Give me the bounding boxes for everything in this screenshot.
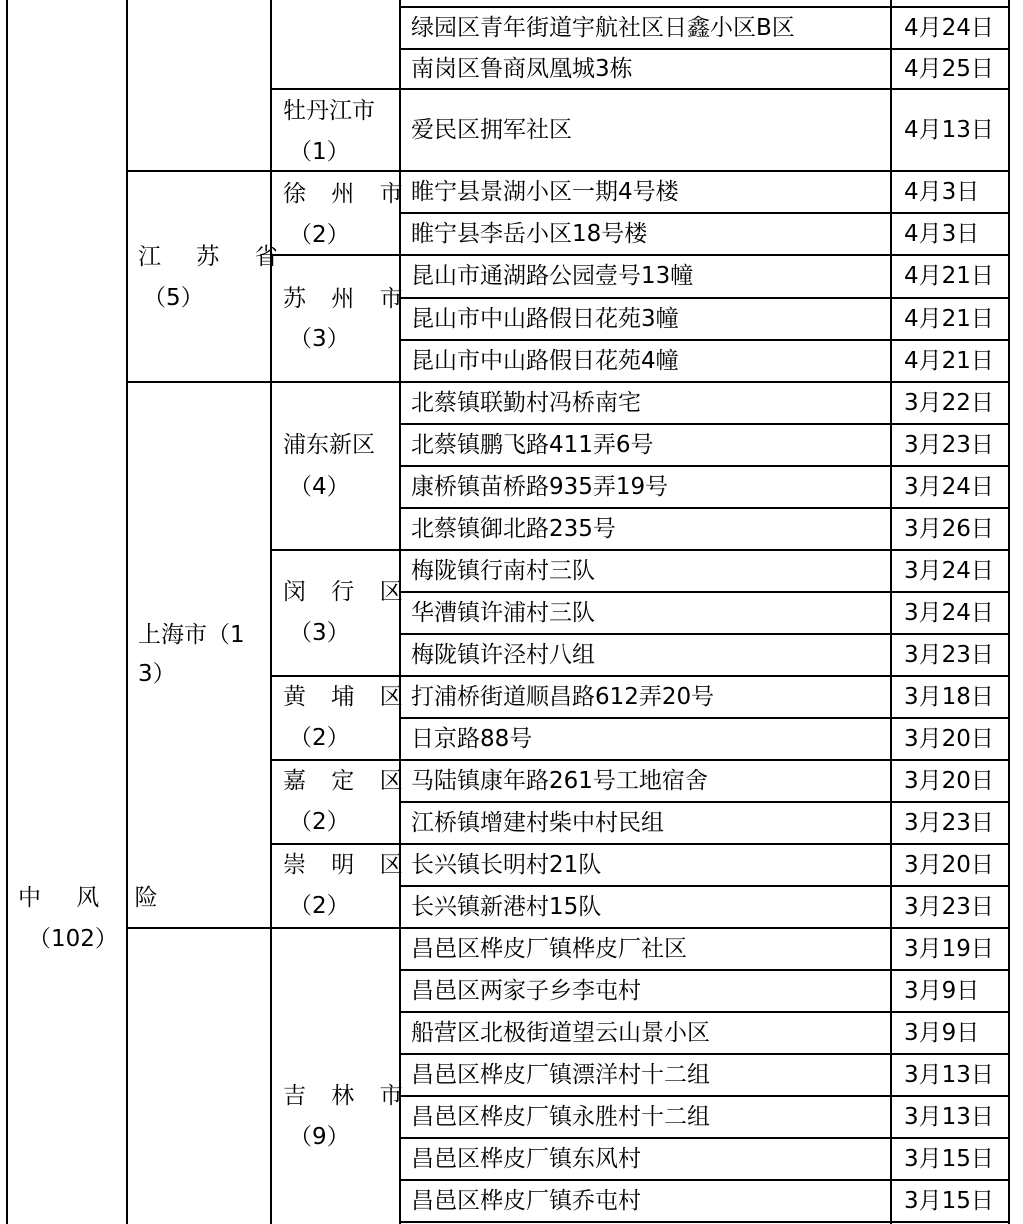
date-cell: 3月20日 (904, 852, 994, 878)
place-cell: 睢宁县李岳小区18号楼 (411, 221, 648, 247)
place-cell: 长兴镇长明村21队 (411, 852, 602, 878)
risk-level-count: （102） (28, 926, 118, 952)
province-count-jiangsu: （5） (143, 285, 204, 311)
place-cell: 江桥镇增建村柴中村民组 (411, 810, 664, 836)
grid-line-col-3 (270, 0, 272, 1224)
grid-line-row (399, 885, 1010, 887)
city-name-huangpu: 黄 埔 区 (283, 684, 412, 710)
grid-line-row (399, 6, 1010, 8)
city-count-mudanjiang: （1） (289, 139, 350, 165)
grid-line-row (399, 591, 1010, 593)
place-cell: 打浦桥街道顺昌路612弄20号 (411, 684, 715, 710)
grid-line-row (399, 1053, 1010, 1055)
city-count-suzhou: （3） (289, 326, 350, 352)
grid-line-row (399, 1137, 1010, 1139)
grid-line-row (399, 465, 1010, 467)
place-cell: 北蔡镇联勤村冯桥南宅 (411, 390, 641, 416)
province-name-shanghai-cont: 3） (138, 661, 176, 687)
date-cell: 3月23日 (904, 642, 994, 668)
grid-line-row (399, 1011, 1010, 1013)
city-name-suzhou: 苏 州 市 (283, 286, 412, 312)
place-cell: 昆山市通湖路公园壹号13幢 (411, 263, 694, 289)
grid-line-row (399, 1221, 1010, 1223)
place-cell: 康桥镇苗桥路935弄19号 (411, 474, 669, 500)
date-cell: 3月23日 (904, 894, 994, 920)
place-cell: 昆山市中山路假日花苑4幢 (411, 348, 679, 374)
city-count-jilin: （9） (289, 1124, 350, 1150)
place-cell: 昌邑区桦皮厂镇桦皮厂社区 (411, 936, 687, 962)
date-cell: 4月21日 (904, 263, 994, 289)
date-cell: 3月22日 (904, 390, 994, 416)
city-name-pudong: 浦东新区 (283, 432, 375, 458)
date-cell: 3月18日 (904, 684, 994, 710)
province-name-jiangsu: 江 苏 省 (138, 244, 292, 270)
grid-line-city (270, 927, 399, 929)
grid-line-city (270, 759, 399, 761)
grid-line-row (399, 254, 1010, 256)
place-cell: 梅陇镇行南村三队 (411, 558, 595, 584)
date-cell: 4月3日 (904, 221, 980, 247)
grid-line-col-5 (890, 0, 892, 1224)
date-cell: 4月25日 (904, 56, 994, 82)
city-count-pudong: （4） (289, 474, 350, 500)
province-name-shanghai: 上海市（1 (138, 622, 245, 648)
place-cell: 昌邑区桦皮厂镇永胜村十二组 (411, 1104, 710, 1130)
place-cell: 睢宁县景湖小区一期4号楼 (411, 179, 679, 205)
grid-line-row (399, 212, 1010, 214)
grid-line-row (399, 423, 1010, 425)
place-cell: 昌邑区桦皮厂镇东风村 (411, 1146, 641, 1172)
risk-level-label: 中 风 险 (18, 885, 172, 911)
grid-line-row (399, 507, 1010, 509)
place-cell: 马陆镇康年路261号工地宿舍 (411, 768, 708, 794)
grid-line-row (399, 675, 1010, 677)
date-cell: 4月13日 (904, 117, 994, 143)
grid-line-row (399, 927, 1010, 929)
grid-line-col-2 (126, 0, 128, 1224)
grid-line-row (399, 969, 1010, 971)
place-cell: 船营区北极街道望云山景小区 (411, 1020, 710, 1046)
date-cell: 3月23日 (904, 432, 994, 458)
place-cell: 昆山市中山路假日花苑3幢 (411, 306, 679, 332)
place-cell: 南岗区鲁商凤凰城3栋 (411, 56, 633, 82)
city-name-minhang: 闵 行 区 (283, 579, 412, 605)
grid-line-col-1 (6, 0, 8, 1224)
city-name-jiading: 嘉 定 区 (283, 768, 412, 794)
city-count-huangpu: （2） (289, 725, 350, 751)
city-count-minhang: （3） (289, 620, 350, 646)
grid-line-row (399, 717, 1010, 719)
grid-line-row (399, 1179, 1010, 1181)
grid-line-city (270, 381, 399, 383)
grid-line-row (399, 339, 1010, 341)
date-cell: 4月21日 (904, 348, 994, 374)
place-cell: 梅陇镇许泾村八组 (411, 642, 595, 668)
grid-line-city (270, 549, 399, 551)
date-cell: 3月24日 (904, 600, 994, 626)
city-count-jiading: （2） (289, 809, 350, 835)
grid-line-province (126, 170, 270, 172)
grid-line-city (270, 88, 399, 90)
place-cell: 北蔡镇御北路235号 (411, 516, 616, 542)
grid-line-row (399, 297, 1010, 299)
date-cell: 3月9日 (904, 1020, 980, 1046)
place-cell: 北蔡镇鹏飞路411弄6号 (411, 432, 654, 458)
date-cell: 3月20日 (904, 726, 994, 752)
grid-line-province (126, 927, 270, 929)
grid-line-row (399, 843, 1010, 845)
grid-line-row (399, 48, 1010, 50)
date-cell: 3月26日 (904, 516, 994, 542)
grid-line-row (399, 170, 1010, 172)
date-cell: 3月24日 (904, 558, 994, 584)
city-name-mudanjiang: 牡丹江市 (283, 98, 375, 124)
grid-line-row (399, 88, 1010, 90)
city-name-jilin: 吉 林 市 (283, 1083, 412, 1109)
date-cell: 3月13日 (904, 1104, 994, 1130)
date-cell: 3月9日 (904, 978, 980, 1004)
grid-line-province (126, 381, 270, 383)
grid-line-city (270, 170, 399, 172)
date-cell: 4月24日 (904, 15, 994, 41)
place-cell: 昌邑区桦皮厂镇漂洋村十二组 (411, 1062, 710, 1088)
grid-line-city (270, 843, 399, 845)
date-cell: 4月3日 (904, 179, 980, 205)
grid-line-row (399, 633, 1010, 635)
grid-line-row (399, 549, 1010, 551)
place-cell: 华漕镇许浦村三队 (411, 600, 595, 626)
grid-line-col-6 (1008, 0, 1010, 1224)
place-cell: 昌邑区两家子乡李屯村 (411, 978, 641, 1004)
date-cell: 4月21日 (904, 306, 994, 332)
date-cell: 3月23日 (904, 810, 994, 836)
place-cell: 日京路88号 (411, 726, 533, 752)
date-cell: 3月19日 (904, 936, 994, 962)
grid-line-row (399, 759, 1010, 761)
grid-line-city (270, 675, 399, 677)
place-cell: 爱民区拥军社区 (411, 117, 572, 143)
city-name-chongming: 崇 明 区 (283, 852, 412, 878)
place-cell: 长兴镇新港村15队 (411, 894, 602, 920)
date-cell: 3月13日 (904, 1062, 994, 1088)
city-count-xuzhou: （2） (289, 222, 350, 248)
grid-line-row (399, 381, 1010, 383)
city-name-xuzhou: 徐 州 市 (283, 181, 412, 207)
grid-line-row (399, 801, 1010, 803)
grid-line-row (399, 1095, 1010, 1097)
place-cell: 绿园区青年街道宇航社区日鑫小区B区 (411, 15, 795, 41)
date-cell: 3月15日 (904, 1188, 994, 1214)
place-cell: 昌邑区桦皮厂镇乔屯村 (411, 1188, 641, 1214)
city-count-chongming: （2） (289, 893, 350, 919)
date-cell: 3月20日 (904, 768, 994, 794)
date-cell: 3月24日 (904, 474, 994, 500)
date-cell: 3月15日 (904, 1146, 994, 1172)
